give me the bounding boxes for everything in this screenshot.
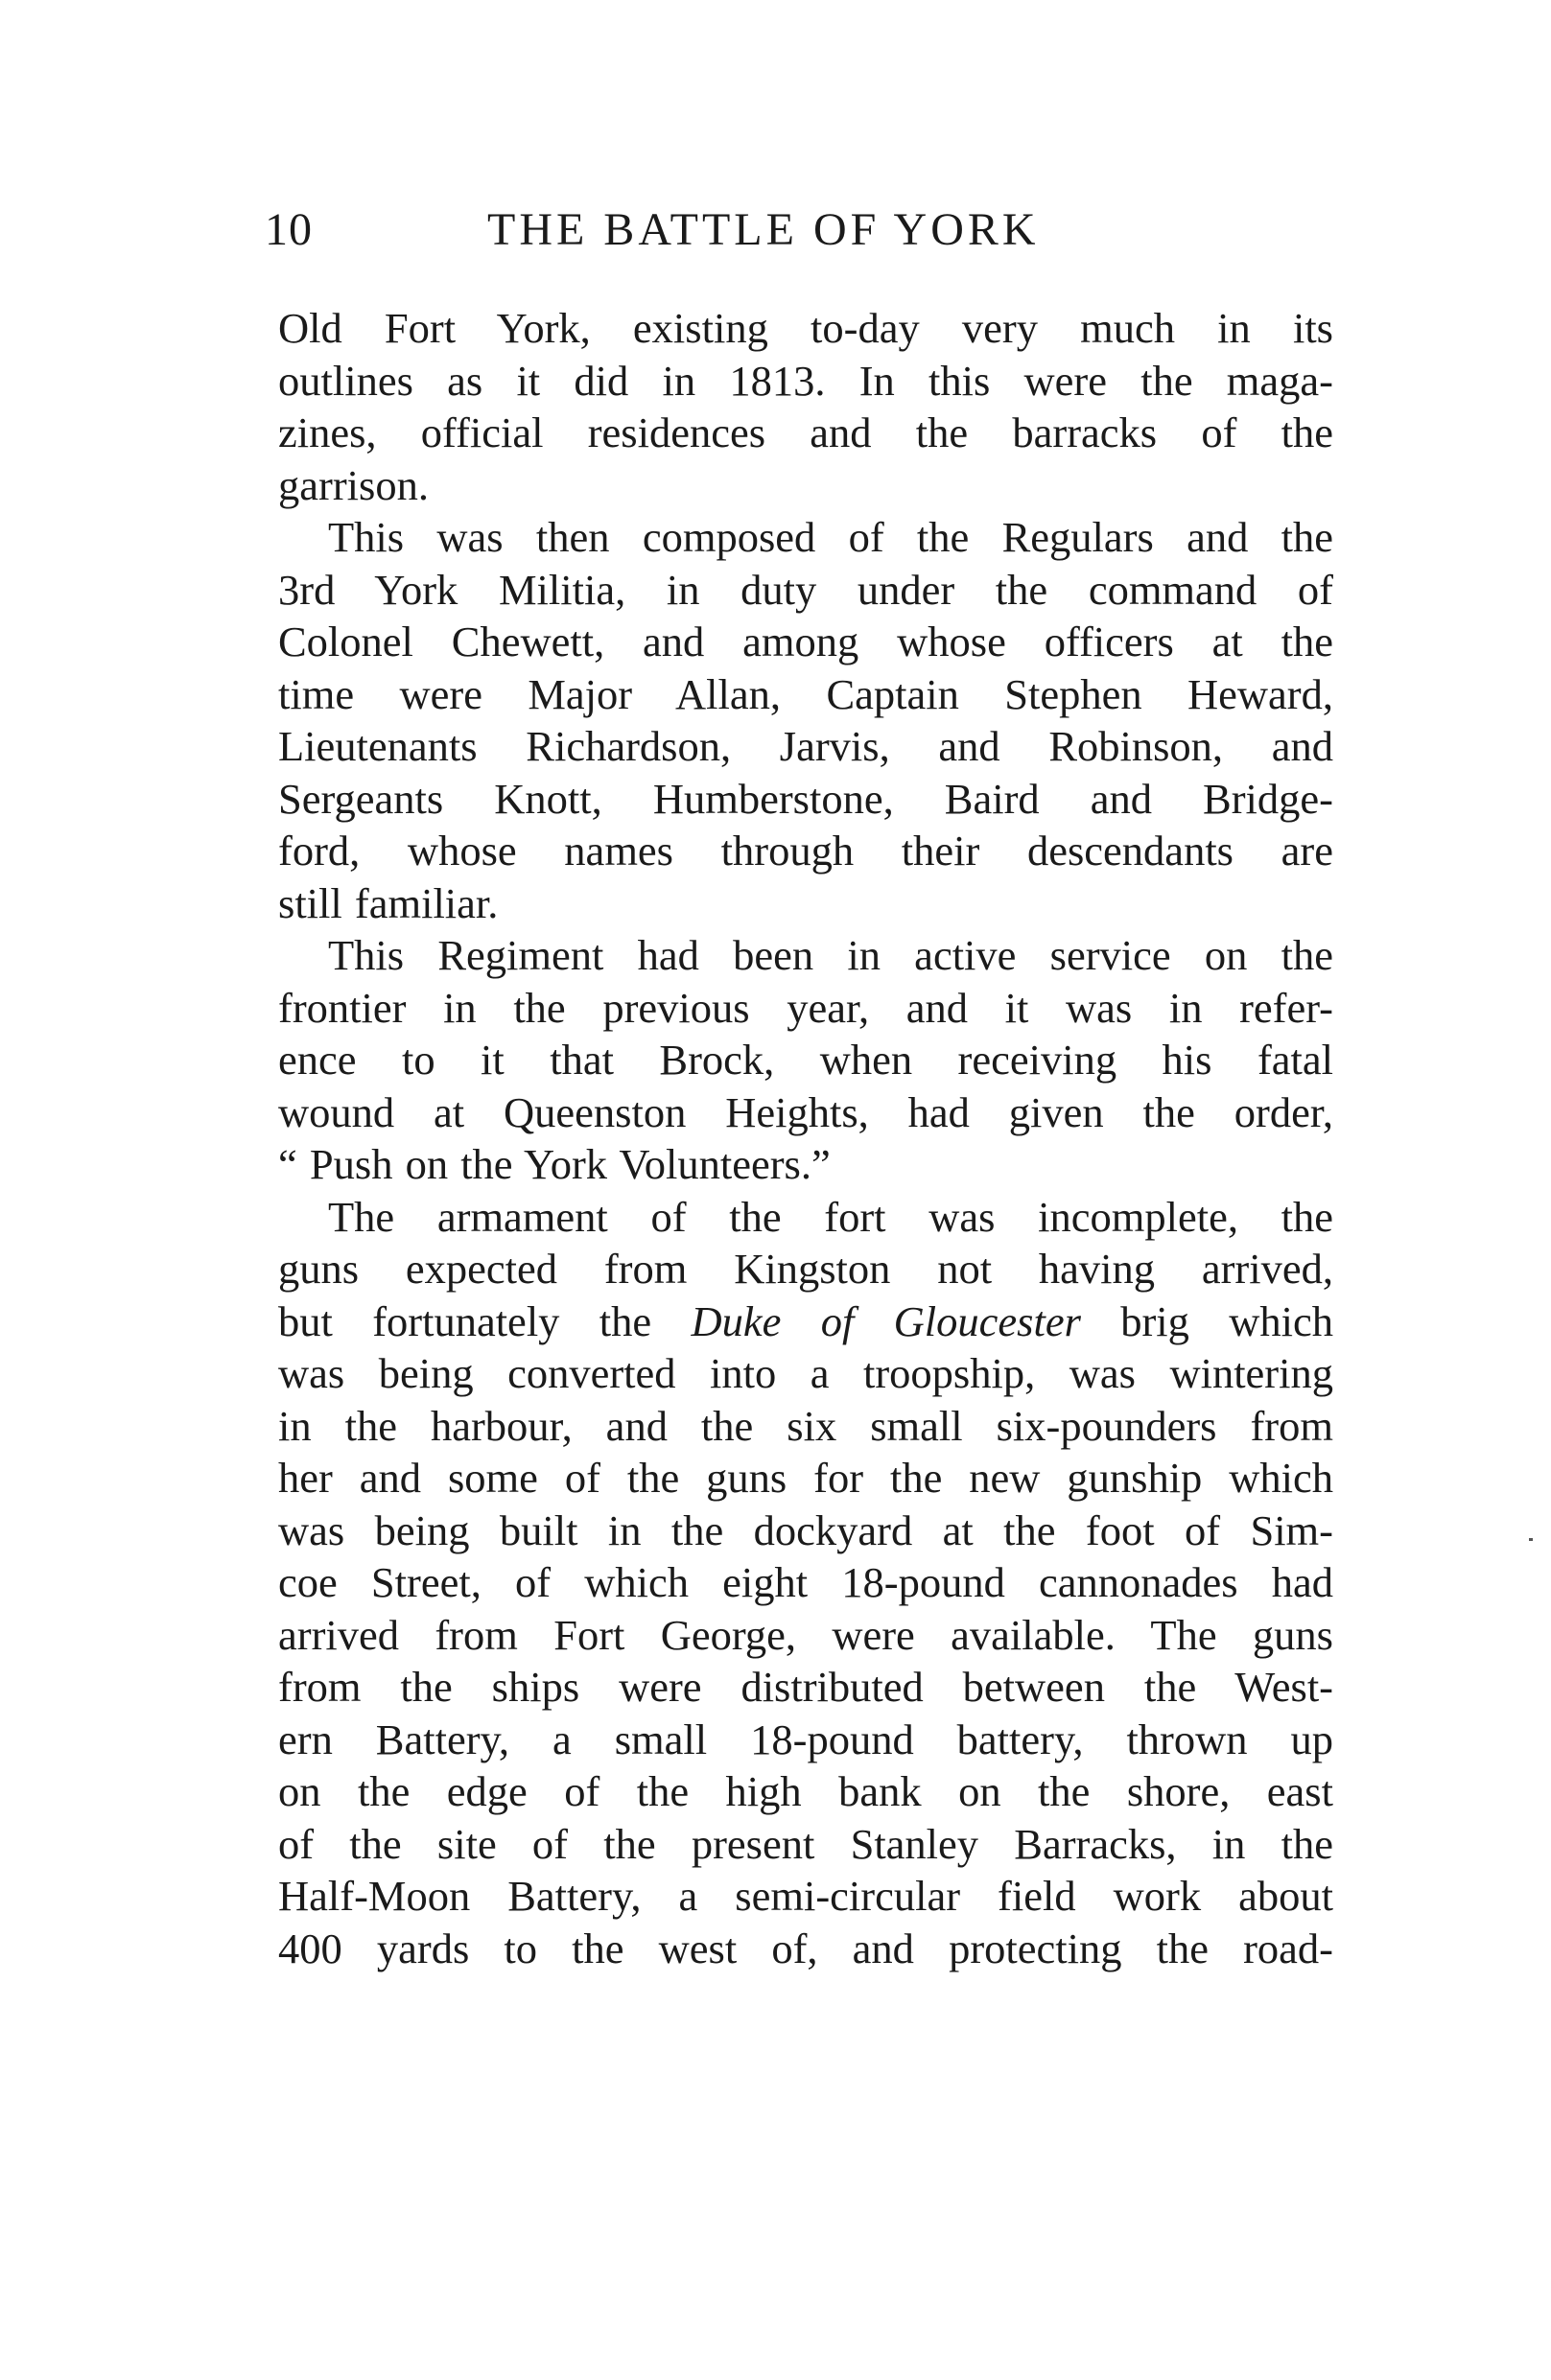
text-line: guns expected from Kingston not having arrived, — [278, 1245, 1333, 1293]
running-head — [265, 203, 1329, 261]
text-line: Sergeants Knott, Humberstone, Baird and Bridge- — [278, 774, 1333, 823]
text-line: coe Street, of which eight 18-pound cannonades had — [278, 1558, 1333, 1606]
text-line: arrived from Fort George, were available. The guns — [278, 1610, 1333, 1659]
text-line: Colonel Chewett, and among whose officers at the — [278, 618, 1333, 665]
text-line: her and some of the guns for the new gunship which — [278, 1454, 1333, 1502]
body-text — [278, 302, 1333, 1974]
text-line-with-ship-name — [278, 1295, 1333, 1348]
text-line: time were Major Allan, Captain Stephen Heward, — [278, 669, 1333, 718]
text-line: on the edge of the high bank on the shore, east — [278, 1767, 1333, 1815]
text-line: ern Battery, a small 18-pound battery, thrown up — [278, 1715, 1333, 1763]
text-line: The armament of the fort was incomplete, the — [328, 1192, 1333, 1241]
running-title: THE BATTLE OF YORK — [487, 204, 1040, 255]
text-segment: but fortunately the — [278, 1296, 652, 1345]
text-line: in the harbour, and the six small six-pounders from — [278, 1401, 1333, 1450]
text-line: zines, official residences and the barracks of the — [278, 408, 1333, 456]
text-line: 3rd York Militia, in duty under the command of — [278, 565, 1333, 614]
text-line: Old Fort York, existing to-day very much in its — [278, 304, 1333, 352]
text-line: from the ships were distributed between the West- — [278, 1663, 1333, 1711]
text-line: garrison. — [278, 460, 429, 509]
text-line: outlines as it did in 1813. In this were the maga- — [278, 356, 1333, 405]
text-line: Half-Moon Battery, a semi-circular field work about — [278, 1872, 1333, 1920]
text-line: frontier in the previous year, and it was in refer- — [278, 983, 1333, 1032]
text-line: of the site of the present Stanley Barracks, in the — [278, 1819, 1333, 1868]
text-line: ford, whose names through their descendants are — [278, 827, 1333, 875]
text-line: wound at Queenston Heights, had given the order, — [278, 1087, 1333, 1136]
text-line: This Regiment had been in active service on the — [328, 931, 1333, 979]
scan-speck — [1529, 1538, 1533, 1541]
text-line: ence to it that Brock, when receiving his fatal — [278, 1036, 1333, 1084]
text-line: was being built in the dockyard at the foot of Sim- — [278, 1505, 1333, 1554]
text-line: This was then composed of the Regulars and the — [328, 513, 1333, 561]
text-line: was being converted into a troopship, was wintering — [278, 1349, 1333, 1397]
text-line: Lieutenants Richardson, Jarvis, and Robinson, and — [278, 722, 1333, 770]
text-line: “ Push on the York Volunteers.” — [278, 1140, 831, 1188]
text-line: still familiar. — [278, 878, 499, 927]
text-segment: brig which — [1120, 1296, 1334, 1345]
ship-name: Duke of Gloucester — [691, 1296, 1081, 1345]
page-number: 10 — [265, 204, 313, 255]
text-line: 400 yards to the west of, and protecting the road- — [278, 1924, 1333, 1972]
